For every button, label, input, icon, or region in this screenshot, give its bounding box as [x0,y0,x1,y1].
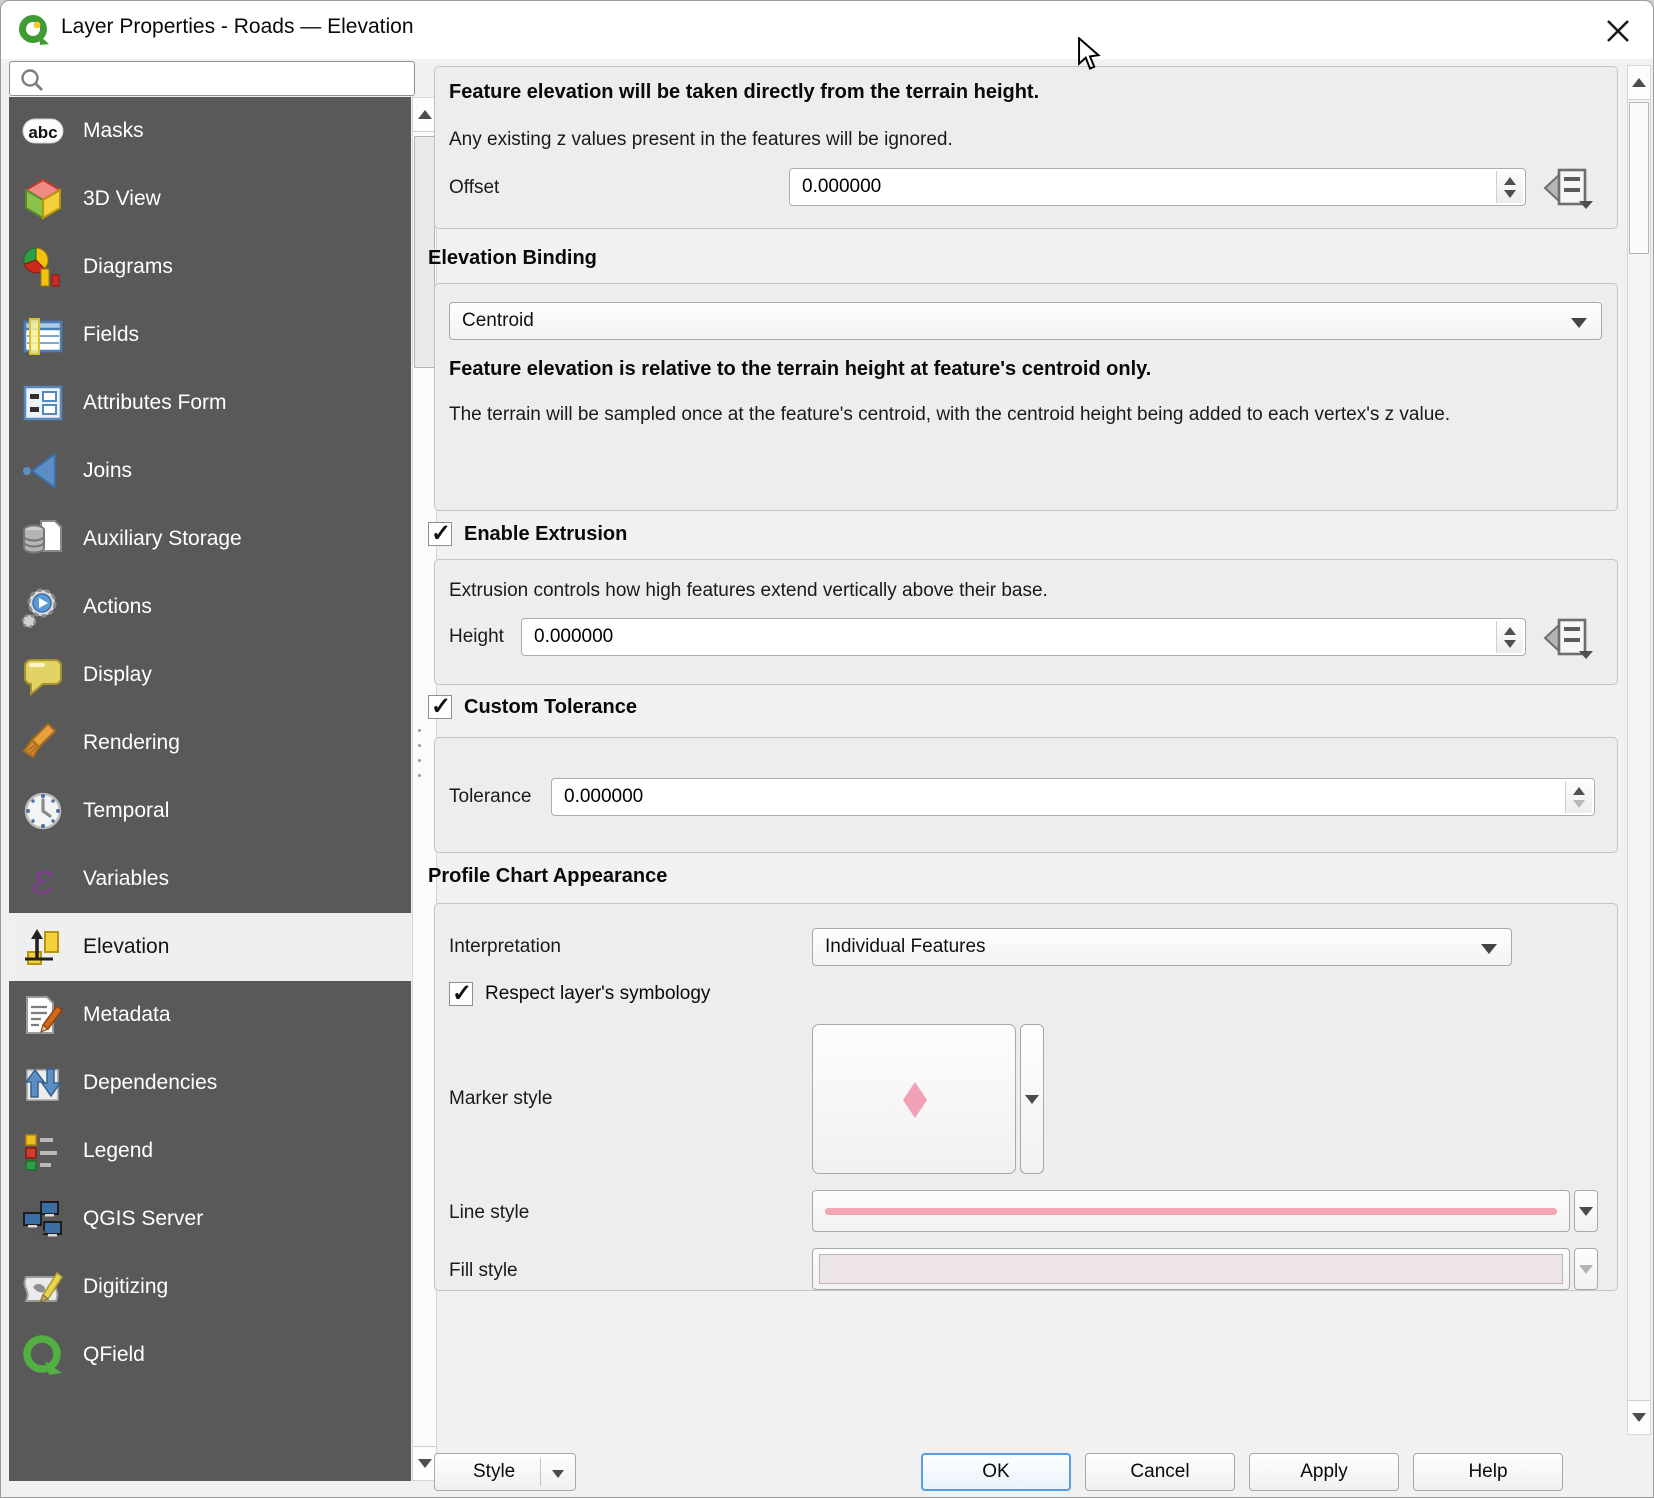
sidebar-item-metadata[interactable] [9,981,411,1049]
tolerance-group [434,737,1618,853]
sidebar-item-label: Display [83,663,152,686]
search-icon [18,66,46,99]
sidebar-item-legend[interactable] [9,1117,411,1185]
interpretation-selected-value: Individual Features [825,936,986,957]
terrain-note: Any existing z values present in the features will be ignored. [449,129,953,150]
temporal-clock-icon [21,789,65,833]
help-button[interactable]: Help [1413,1453,1563,1491]
sidebar-item-label: Diagrams [83,255,173,278]
custom-tolerance-label: Custom Tolerance [464,695,637,718]
sidebar-item-attributes-form[interactable] [9,369,411,437]
sidebar-item-joins[interactable] [9,437,411,505]
splitter-handle[interactable] [418,729,422,777]
offset-override-icon[interactable] [1537,165,1595,216]
chevron-down-icon [552,1470,564,1478]
scroll-down-icon[interactable] [413,1446,436,1480]
interpretation-select[interactable] [812,928,1512,966]
style-menu-button[interactable] [434,1453,576,1491]
scroll-up-icon[interactable] [1628,66,1650,100]
fields-table-icon [21,313,65,357]
custom-tolerance-row [428,695,637,719]
actions-gear-icon [21,585,65,629]
style-button-label: Style [473,1461,516,1482]
custom-tolerance-checkbox[interactable] [428,695,452,719]
sidebar-item-elevation[interactable] [9,913,411,981]
sidebar-item-label: 3D View [83,187,161,210]
offset-spinner[interactable] [1496,171,1523,203]
close-icon[interactable] [1601,14,1635,48]
auxiliary-storage-icon [21,517,65,561]
extrusion-group [434,559,1618,685]
window-title: Layer Properties - Roads — Elevation [61,15,414,38]
marker-preview-icon [813,1025,1015,1173]
content-scrollbar-thumb[interactable] [1629,102,1649,254]
elevation-binding-group [434,283,1618,511]
line-preview [825,1208,1557,1215]
sidebar-item-label: Digitizing [83,1275,169,1298]
metadata-page-icon [21,993,65,1037]
height-override-icon[interactable] [1537,615,1595,666]
tolerance-input[interactable] [562,781,1560,813]
rendering-brush-icon [21,721,65,765]
sidebar-item-rendering[interactable] [9,709,411,777]
profile-chart-group [434,903,1618,1291]
chevron-down-icon [1481,944,1497,954]
sidebar-item-label: Elevation [83,935,170,958]
sidebar-item-display[interactable] [9,641,411,709]
sidebar-item-label: Metadata [83,1003,171,1026]
sidebar-item-label: Fields [83,323,140,346]
qfield-logo-icon [21,1333,65,1377]
sidebar-item-diagrams[interactable] [9,233,411,301]
extrusion-description: Extrusion controls how high features extend vertically above their base. [449,580,1048,601]
respect-symbology-row [449,982,710,1006]
marker-style-button[interactable] [812,1024,1016,1174]
svg-text:abc: abc [28,123,58,142]
tolerance-label: Tolerance [449,786,532,807]
binding-select[interactable] [449,302,1602,340]
sidebar-item-label: Dependencies [83,1071,218,1094]
fill-style-label: Fill style [449,1260,518,1281]
sidebar-item-label: Joins [83,459,133,482]
sidebar-item-3d-view[interactable] [9,165,411,233]
enable-extrusion-label: Enable Extrusion [464,522,628,545]
respect-symbology-label: Respect layer's symbology [485,983,711,1004]
fill-preview [819,1254,1563,1284]
fill-style-dropdown-button[interactable] [1574,1248,1598,1290]
sidebar-item-label: Masks [83,119,144,142]
marker-style-dropdown-button[interactable] [1020,1024,1044,1174]
sidebar-item-label: Rendering [83,731,180,754]
tolerance-field [551,778,1595,816]
qgis-logo-icon [17,13,51,47]
svg-text:ε: ε [31,857,55,901]
masks-icon [21,109,65,153]
offset-input[interactable] [800,171,1491,203]
elevation-binding-header: Elevation Binding [428,247,597,269]
sidebar-item-qfield[interactable] [9,1321,411,1389]
sidebar-item-label: QField [83,1343,145,1366]
content-scrollbar[interactable] [1627,65,1651,1435]
line-style-label: Line style [449,1202,530,1223]
binding-bold-note: Feature elevation is relative to the terrain height at feature's centroid only. [449,358,1152,380]
sidebar-item-label: Legend [83,1139,154,1162]
marker-style-label: Marker style [449,1088,553,1109]
qgis-server-icon [21,1197,65,1241]
cube-3d-icon [21,177,65,221]
terrain-elevation-group [434,66,1618,229]
attributes-form-icon [21,381,65,425]
offset-field [789,168,1526,206]
height-input[interactable] [532,621,1491,653]
sidebar-item-temporal[interactable] [9,777,411,845]
sidebar-item-label: Temporal [83,799,170,822]
sidebar-search [9,61,415,96]
dependencies-arrows-icon [21,1061,65,1105]
tolerance-spinner[interactable] [1565,781,1592,813]
variables-epsilon-icon [21,857,65,901]
sidebar-item-actions[interactable] [9,573,411,641]
sidebar-item-dependencies[interactable] [9,1049,411,1117]
height-spinner[interactable] [1496,621,1523,653]
sidebar-item-label: Actions [83,595,152,618]
line-style-button[interactable] [812,1190,1570,1232]
sidebar [9,97,411,1481]
sidebar-item-auxiliary-storage[interactable] [9,505,411,573]
elevation-arrow-icon [21,925,65,969]
apply-button[interactable]: Apply [1249,1453,1399,1491]
scroll-down-icon[interactable] [1628,1400,1650,1434]
sidebar-item-label: Variables [83,867,169,890]
ok-button[interactable]: OK [921,1453,1071,1491]
digitizing-map-icon [21,1265,65,1309]
sidebar-item-fields[interactable] [9,301,411,369]
enable-extrusion-row [428,522,627,546]
title-bar [1,1,1653,59]
sidebar-item-masks[interactable] [9,97,411,165]
cancel-button[interactable]: Cancel [1085,1453,1235,1491]
height-field [521,618,1526,656]
legend-list-icon [21,1129,65,1173]
line-style-dropdown-button[interactable] [1574,1190,1598,1232]
height-label: Height [449,626,504,647]
binding-description: The terrain will be sampled once at the feature's centroid, with the centroid height being added to each vertex's z value. [449,404,1451,425]
sidebar-item-variables[interactable] [9,845,411,913]
respect-symbology-checkbox[interactable] [449,982,473,1006]
chevron-down-icon [1571,318,1587,328]
profile-chart-header: Profile Chart Appearance [428,865,668,887]
display-bubble-icon [21,653,65,697]
joins-icon [21,449,65,493]
terrain-heading: Feature elevation will be taken directly from the terrain height. [449,81,1040,103]
interpretation-label: Interpretation [449,936,561,957]
diagrams-icon [21,245,65,289]
offset-label: Offset [449,177,500,198]
sidebar-item-label: Auxiliary Storage [83,527,242,550]
scroll-up-icon[interactable] [413,98,436,132]
enable-extrusion-checkbox[interactable] [428,522,452,546]
sidebar-item-label: Attributes Form [83,391,227,414]
sidebar-item-digitizing[interactable] [9,1253,411,1321]
search-input[interactable] [50,63,410,94]
binding-selected-value: Centroid [462,310,534,331]
fill-style-button[interactable] [812,1248,1570,1290]
sidebar-item-qgis-server[interactable] [9,1185,411,1253]
sidebar-item-label: QGIS Server [83,1207,204,1230]
